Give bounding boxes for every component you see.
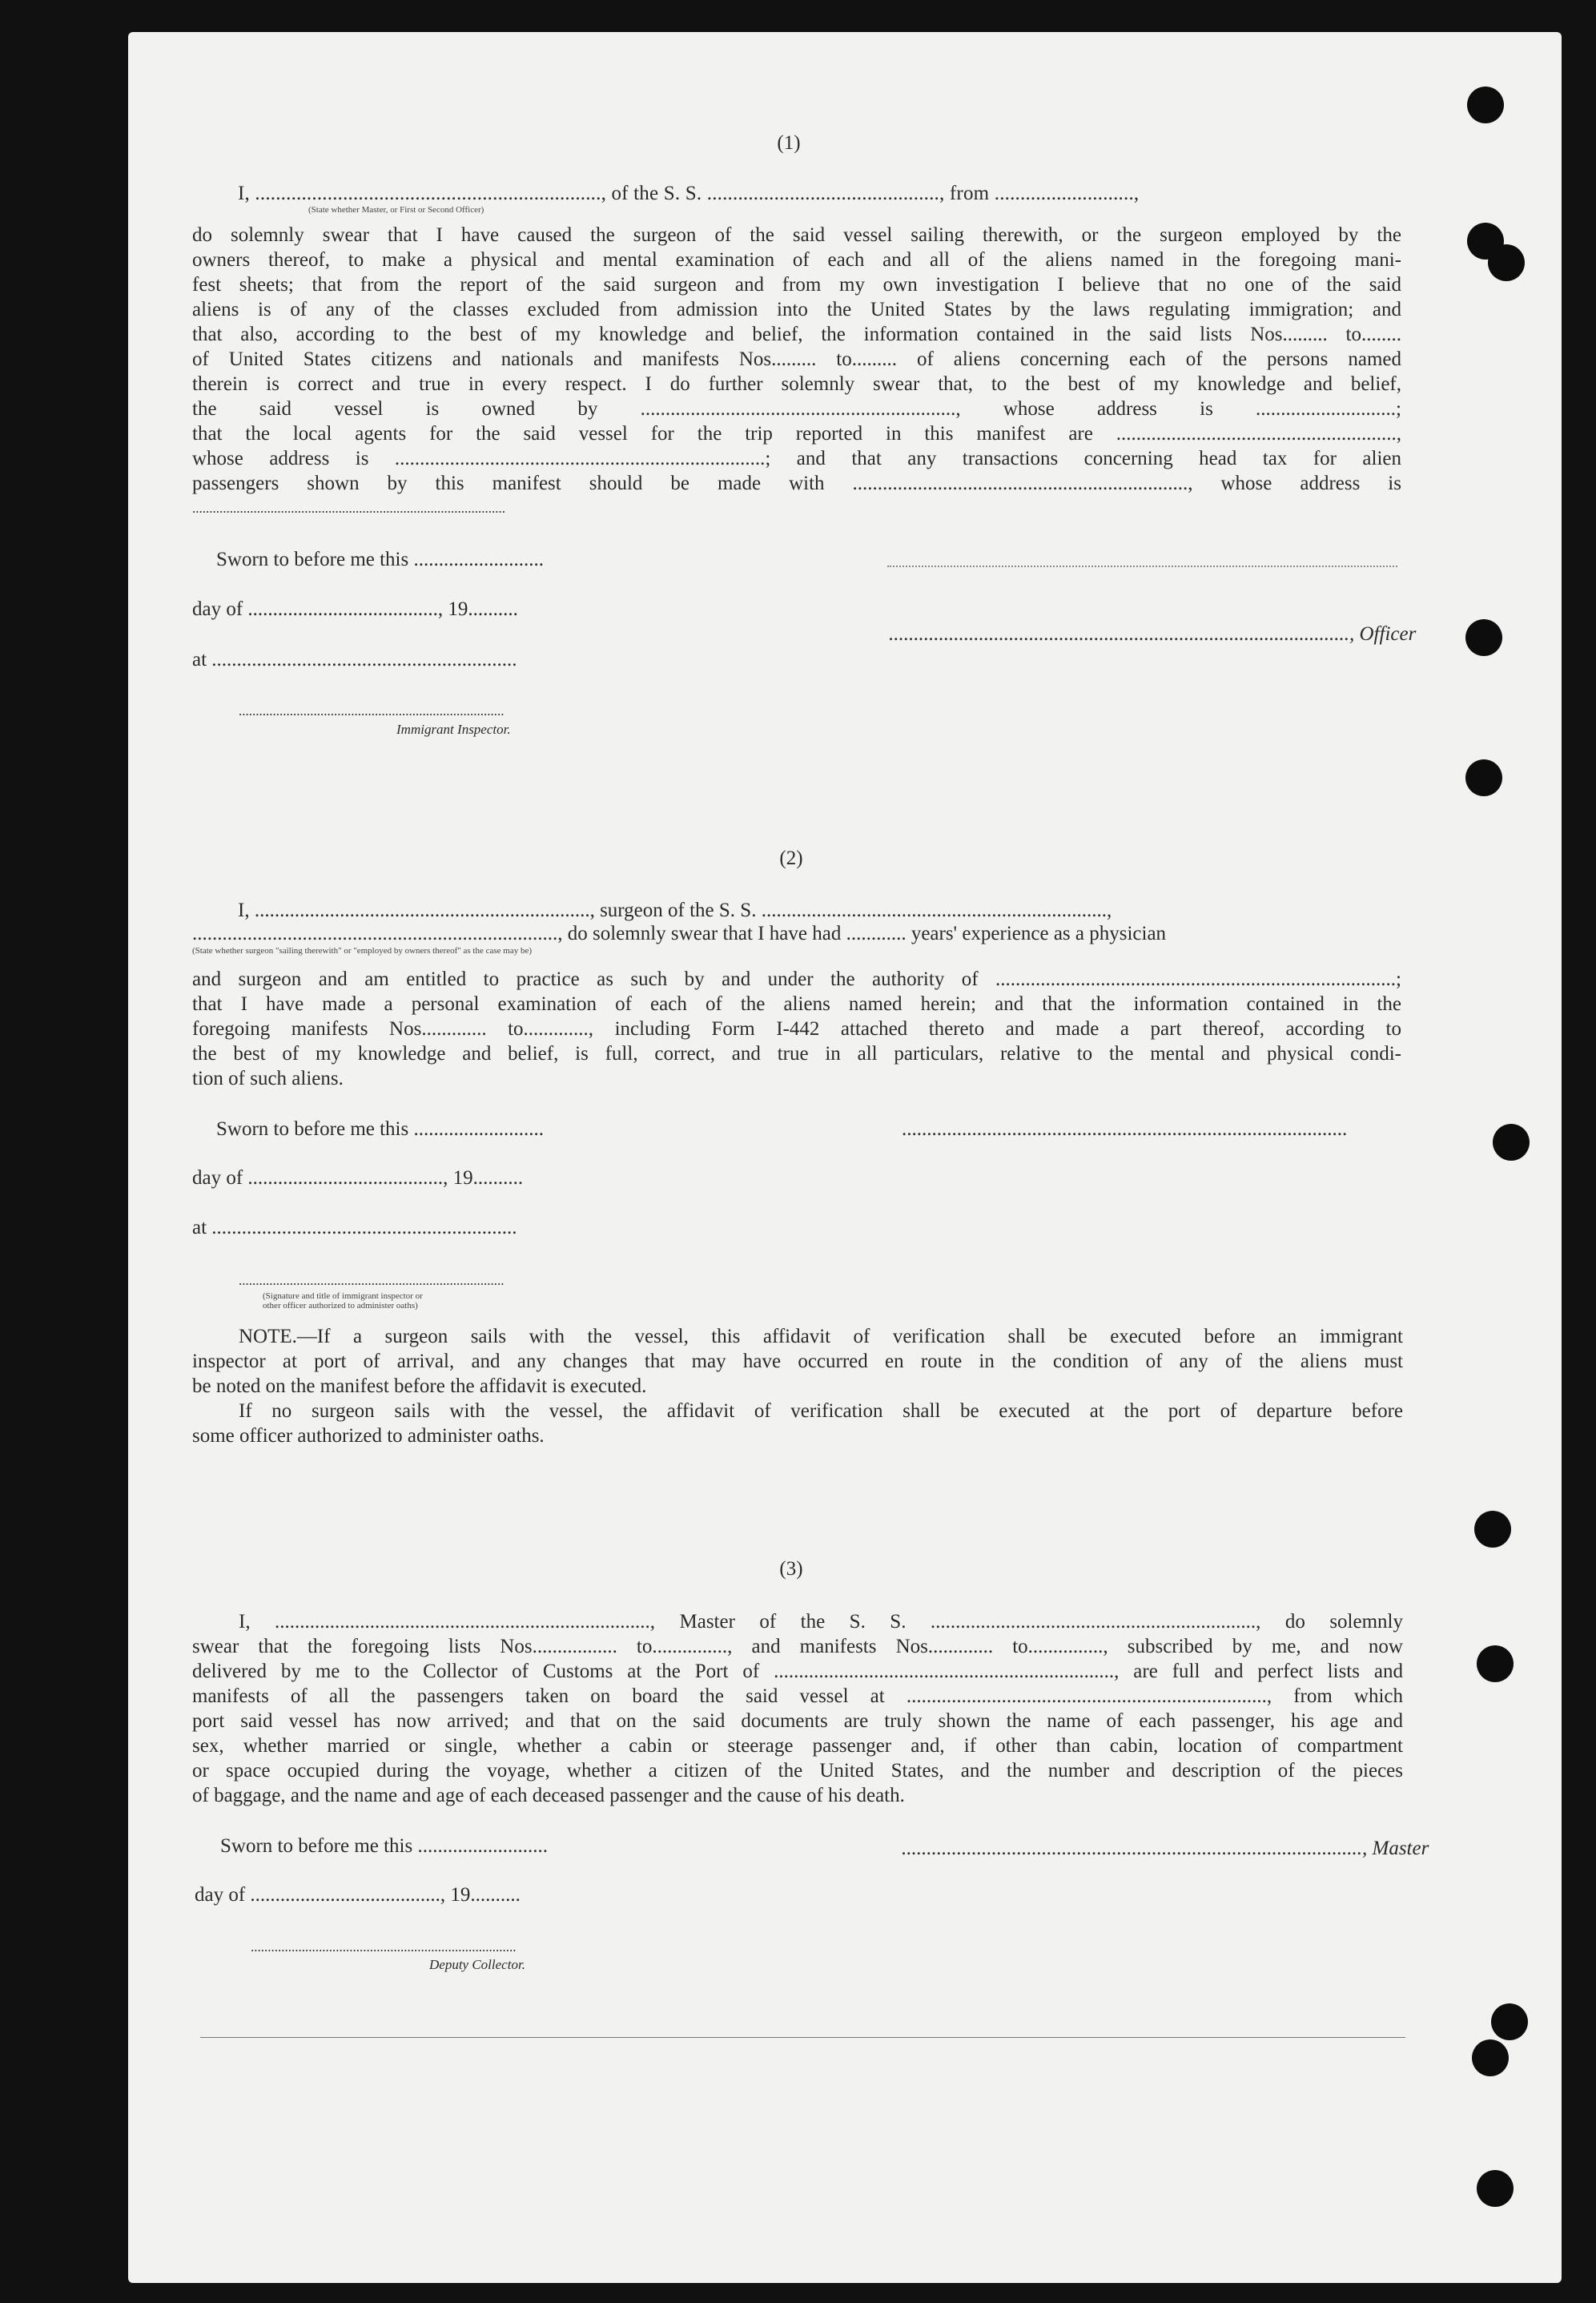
note-line: some officer authorized to administer oaths.	[192, 1425, 545, 1447]
body-line: swear that the foregoing lists Nos................. to..............., and manifests Nos............. to..............., subscribed by me, and now	[192, 1636, 1403, 1657]
body-line: sex, whether married or single, whether a cabin or steerage passenger and, if other than cabin, location of compartment	[192, 1735, 1403, 1757]
punch-hole	[1474, 1511, 1511, 1548]
note-paragraph	[192, 1324, 1403, 1399]
signature-caption: other officer authorized to administer oaths)	[263, 1301, 418, 1311]
sworn-line: Sworn to before me this ..........................	[216, 1118, 544, 1140]
body-line: of baggage, and the name and age of each deceased passenger and the cause of his death.	[192, 1785, 905, 1806]
section-2-first-line: I, ..................................................................., surgeon of the S. S. .....................................................................,	[238, 900, 1112, 921]
punch-hole	[1493, 1124, 1530, 1161]
section-3-body	[192, 1609, 1403, 1808]
body-line: tion of such aliens.	[192, 1068, 344, 1089]
note-paragraph-2	[192, 1399, 1403, 1448]
body-line: passengers shown by this manifest should be made with ..................................................................., whose address is	[192, 473, 1401, 494]
sworn-line: Sworn to before me this ..........................	[220, 1835, 548, 1857]
signature-caption: (Signature and title of immigrant inspector or	[263, 1291, 423, 1301]
punch-hole	[1472, 2039, 1509, 2076]
collector-signature-line: ..............................................................................	[251, 1939, 517, 1955]
note-line: inspector at port of arrival, and any changes that may have occurred en route in the condition of any of the aliens must	[192, 1351, 1403, 1372]
body-line: that I have made a personal examination of each of the aliens named herein; and that the information contained in the	[192, 993, 1401, 1015]
punch-hole	[1491, 2003, 1528, 2040]
body-line: do solemnly swear that I have caused the surgeon of the said vessel sailing therewith, or the surgeon employed by the	[192, 224, 1401, 246]
body-line: therein is correct and true in every respect. I do further solemnly swear that, to the best of my knowledge and belief,	[192, 373, 1401, 395]
sworn-line: Sworn to before me this ..........................	[216, 549, 544, 570]
body-line: delivered by me to the Collector of Customs at the Port of ...................................................................., are full and perfect lists and	[192, 1661, 1403, 1682]
punch-hole	[1477, 1645, 1514, 1682]
section-1-hint: (State whether Master, or First or Second Officer)	[308, 205, 484, 215]
body-line: foregoing manifests Nos............. to............., including Form I-442 attached thereto and made a part thereof, according to	[192, 1018, 1401, 1040]
body-line: I, ..........................................................................., Master of the S. S. ................................................................., do solemnly	[239, 1611, 1403, 1633]
punch-hole	[1477, 2170, 1514, 2207]
body-line: whose address is ..........................................................................; and that any transactions concerning head tax for alien	[192, 448, 1401, 469]
body-line: that also, according to the best of my knowledge and belief, the information contained in the said lists Nos......... to........	[192, 324, 1401, 345]
body-line: that the local agents for the said vessel for the trip reported in this manifest are ........................................................,	[192, 423, 1401, 445]
section-2-number: (2)	[779, 848, 803, 869]
punch-hole	[1467, 87, 1504, 123]
body-line: of United States citizens and nationals and manifests Nos......... to......... of aliens concerning each of the persons named	[192, 348, 1401, 370]
officer-line: ............................................................................................, Officer	[889, 623, 1417, 645]
collector-caption: Deputy Collector.	[429, 1957, 525, 1972]
inspector-caption: Immigrant Inspector.	[396, 722, 511, 737]
body-line: manifests of all the passengers taken on board the said vessel at ........................................................................, from which	[192, 1685, 1403, 1707]
section-2-second-line: ........................................................................., do solemnly swear that I have had ............ years' experience as a physician	[192, 923, 1167, 944]
at-line: at .............................................................	[192, 649, 517, 670]
section-3-number: (3)	[779, 1558, 803, 1580]
inspector-signature-line: ..............................................................................	[239, 703, 505, 719]
inspector-signature-line: ..............................................................................	[239, 1273, 505, 1288]
note-line: be noted on the manifest before the affidavit is executed.	[192, 1375, 647, 1397]
surgeon-signature-line: .........................................................................................	[902, 1118, 1348, 1140]
body-line: fest sheets; that from the report of the said surgeon and from my own investigation I believe that no one of the said	[192, 274, 1401, 296]
signature-field	[887, 566, 1397, 567]
body-line: owners thereof, to make a physical and mental examination of each and all of the aliens named in the foregoing mani-	[192, 249, 1401, 271]
bottom-divider	[200, 2037, 1405, 2038]
section-1-number: (1)	[777, 132, 801, 154]
master-line: ............................................................................................, Master	[902, 1838, 1429, 1859]
body-line: the said vessel is owned by ..............................................................., whose address is ............................;	[192, 398, 1401, 420]
section-1-first-line: I, ..................................................................., of the S. S. ............................................., from ...........................,	[238, 183, 1140, 204]
body-line: the best of my knowledge and belief, is full, correct, and true in all particulars, relative to the mental and physical condi-	[192, 1043, 1401, 1065]
note-line: If no surgeon sails with the vessel, the affidavit of verification shall be executed at the port of departure before	[239, 1400, 1403, 1422]
body-line: ............................................................................................	[192, 501, 505, 516]
at-line: at .............................................................	[192, 1217, 517, 1238]
body-line: and surgeon and am entitled to practice as such by and under the authority of ................................................................................;	[192, 968, 1401, 990]
punch-hole	[1488, 244, 1525, 281]
body-line: aliens is of any of the classes excluded from admission into the United States by the laws regulating immigration; and	[192, 299, 1401, 320]
note-line: NOTE.—If a surgeon sails with the vessel, this affidavit of verification shall be executed before an immigrant	[239, 1326, 1403, 1347]
day-line: day of ......................................, 19..........	[192, 598, 518, 620]
section-2-body	[192, 967, 1401, 1091]
punch-hole	[1465, 619, 1502, 656]
body-line: or space occupied during the voyage, whether a citizen of the United States, and the number and description of the pieces	[192, 1760, 1403, 1782]
body-line: port said vessel has now arrived; and that on the said documents are truly shown the name of each passenger, his age and	[192, 1710, 1403, 1732]
section-1-body	[192, 223, 1401, 521]
day-line: day of ......................................., 19..........	[192, 1167, 524, 1189]
punch-hole	[1465, 759, 1502, 796]
day-line: day of ......................................, 19..........	[195, 1884, 521, 1906]
section-2-hint: (State whether surgeon "sailing therewith" or "employed by owners thereof" as the case may be)	[192, 946, 533, 956]
